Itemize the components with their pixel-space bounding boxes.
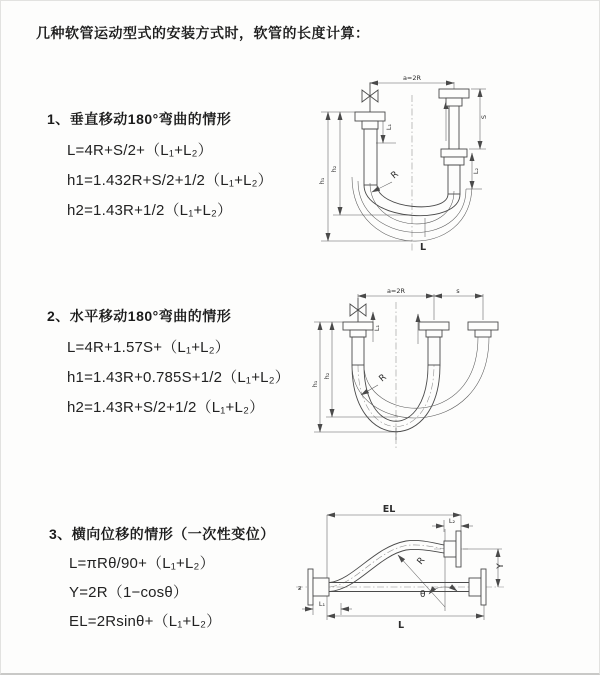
dim-label-s: s (456, 287, 460, 295)
dim-label-h2: h₂ (323, 372, 331, 380)
dimension-lines (302, 515, 502, 620)
radius-label: R (389, 169, 401, 182)
section-2-formula-L: L=4R+1.57S+（L₁+L₂） (67, 339, 230, 356)
section-2-heading: 2、水平移动180°弯曲的情形 (47, 308, 232, 324)
hose-drawing (343, 298, 498, 432)
dim-label-l1: L₁ (373, 324, 381, 332)
section-3-formula-L: L=πRθ/90+（L₁+L₂） (69, 555, 215, 572)
length-label: L (397, 620, 405, 631)
dim-label-y: Y (496, 563, 506, 569)
dim-label-h2: h₂ (330, 165, 338, 173)
radius-label: R (377, 372, 389, 385)
section-1-formula-h1: h1=1.432R+S/2+1/2（L₁+L₂） (67, 172, 273, 189)
diagram-labels (298, 504, 506, 631)
dim-label-s: S (480, 114, 488, 120)
hose-drawing (308, 531, 486, 605)
dim-label-el: EL (382, 504, 396, 515)
dim-label-l1: L₁ (385, 123, 393, 131)
section-2-formula-h2: h2=1.43R+S/2+1/2（L₁+L₂） (67, 399, 265, 416)
section-3-formula-Y: Y=2R（1−cosθ） (69, 584, 189, 601)
angle-theta-label: θ (420, 590, 426, 600)
dim-label-l2: L₂ (448, 517, 456, 525)
dim-label-h1: h₁ (311, 380, 319, 388)
section-1-formula-h2: h2=1.43R+1/2（L₁+L₂） (67, 202, 233, 219)
radius-label: R (415, 555, 428, 567)
dim-label-l2: L₂ (472, 167, 480, 175)
section-1-heading: 1、垂直移动180°弯曲的情形 (47, 111, 232, 127)
dim-label-l1: L₁ (318, 600, 326, 608)
section-1-formula-L: L=4R+S/2+（L₁+L₂） (67, 142, 213, 159)
dim-label-h1: h₁ (318, 177, 326, 185)
diagram-vertical-180-bend (306, 63, 506, 263)
section-3-heading: 3、横向位移的情形（一次性变位） (49, 526, 275, 542)
centerline-symbol: ƶ (298, 584, 302, 592)
length-label: L (420, 242, 427, 253)
diagram-lateral-displacement (294, 499, 509, 654)
dim-label-a2r: a=2R (386, 287, 406, 295)
section-3-formula-EL: EL=2Rsinθ+（L₁+L₂） (69, 613, 222, 630)
dimension-lines (314, 294, 483, 440)
page-title: 几种软管运动型式的安装方式时，软管的长度计算： (36, 25, 370, 41)
section-2-formula-h1: h1=1.43R+0.785S+1/2（L₁+L₂） (67, 369, 290, 386)
dim-label-a2r: a=2R (402, 74, 422, 82)
diagram-horizontal-180-bend (306, 282, 521, 460)
